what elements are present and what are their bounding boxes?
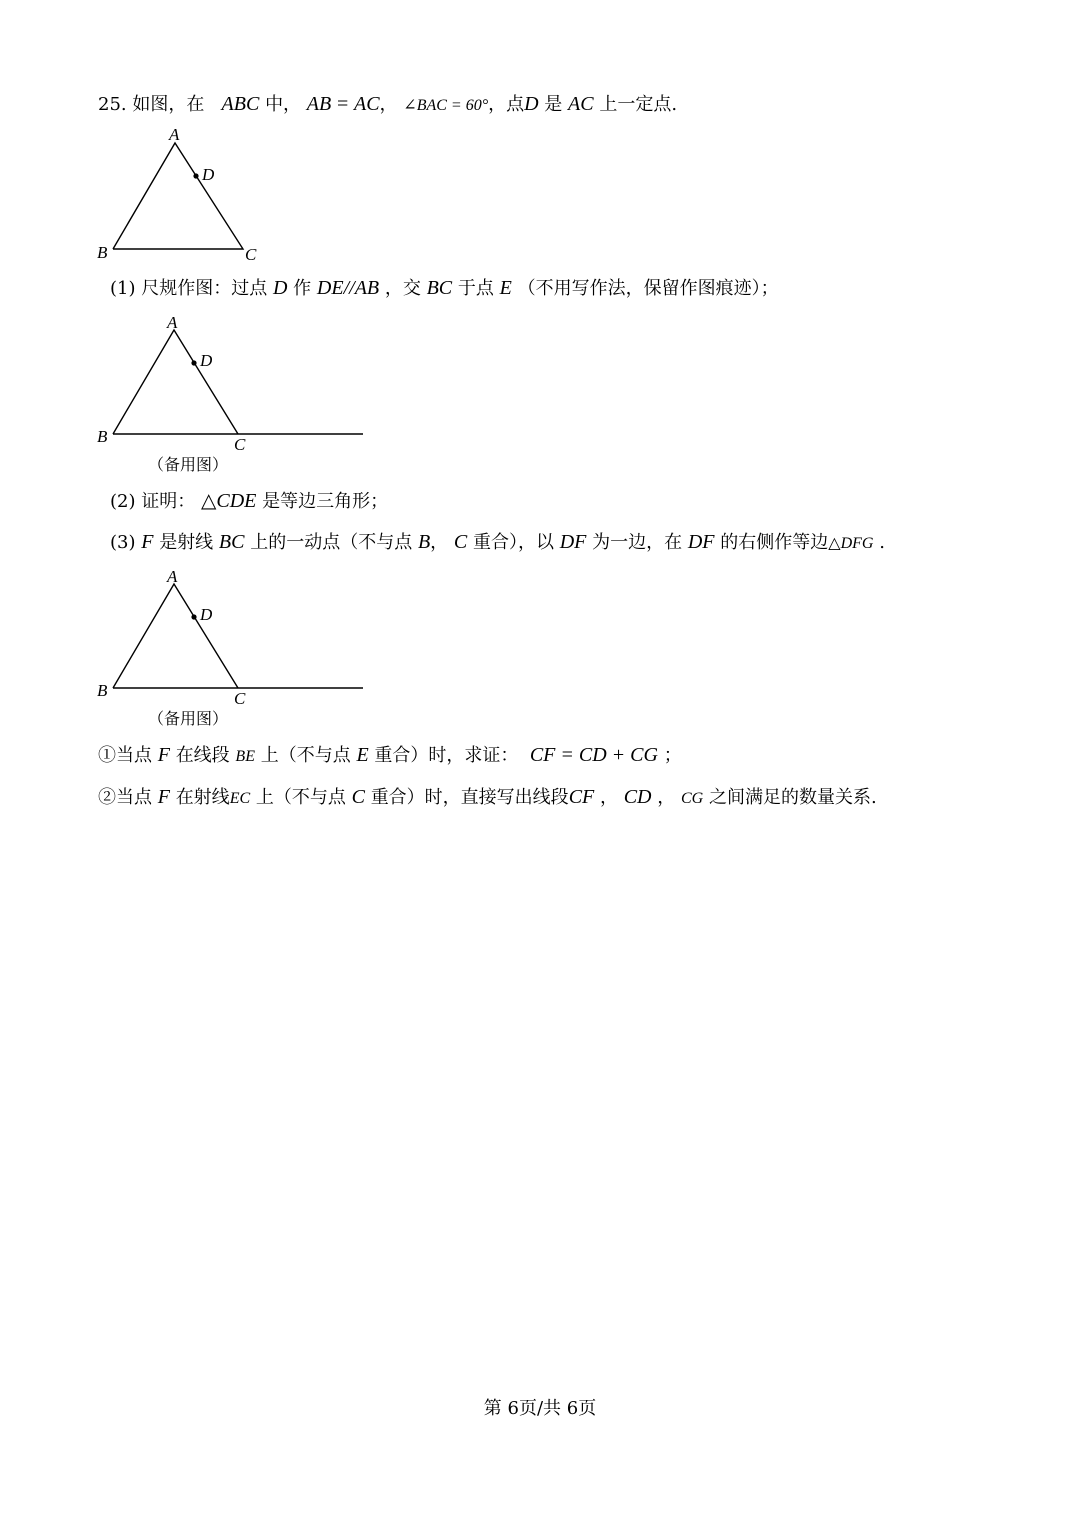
triangle-outline [113, 584, 238, 688]
question-part3: (3) F 是射线 BC 上的一动点（不与点 B， C 重合），以 DF 为一边，在 DF 的右侧作等边△DFG . [110, 531, 885, 553]
triangle-outline [113, 143, 243, 249]
figure-caption: （备用图） [148, 709, 229, 728]
label-b: B [97, 243, 108, 262]
formula: CF = CD + CG [529, 744, 658, 766]
question-part1: (1) 尺规作图：过点 D 作 DE//AB ，交 BC 于点 E （不用写作法，保留作图痕迹）； [110, 277, 779, 299]
figure-backup-2 [95, 564, 375, 708]
page-footer: 第 6页/共 6页 [483, 1398, 597, 1419]
label-b: B [97, 427, 108, 446]
label-a: A [167, 313, 178, 332]
label-d: D [200, 605, 213, 624]
question-part2: (2) 证明： △CDE 是等边三角形； [110, 490, 389, 512]
label-d: D [200, 351, 213, 370]
figure-backup-1 [95, 310, 375, 454]
angle-expression: ∠BAC = 60° [403, 97, 489, 114]
question-intro: 25. 如图，在 ABC 中， AB = AC， ∠BAC = 60°，点D 是 AC 上一定点. [98, 93, 678, 115]
label-c: C [245, 245, 257, 264]
question-sub1: ①当点 F 在线段 BE 上（不与点 E 重合）时，求证： CF = CD + CG ； [98, 744, 682, 766]
question-sub2: ②当点 F 在射线EC 上（不与点 C 重合）时，直接写出线段CF ， CD ， CG 之间满足的数量关系. [98, 786, 877, 808]
point-d [191, 614, 196, 619]
figure-main-triangle [95, 125, 275, 265]
question-number: 25. [98, 94, 127, 115]
label-d: D [202, 165, 215, 184]
label-c: C [234, 435, 246, 454]
label-b: B [97, 681, 108, 700]
label-a: A [167, 567, 178, 586]
label-c: C [234, 689, 246, 708]
point-d [193, 173, 198, 178]
triangle-outline [113, 330, 238, 434]
point-d [191, 360, 196, 365]
label-a: A [169, 125, 180, 144]
figure-caption: （备用图） [148, 455, 229, 474]
